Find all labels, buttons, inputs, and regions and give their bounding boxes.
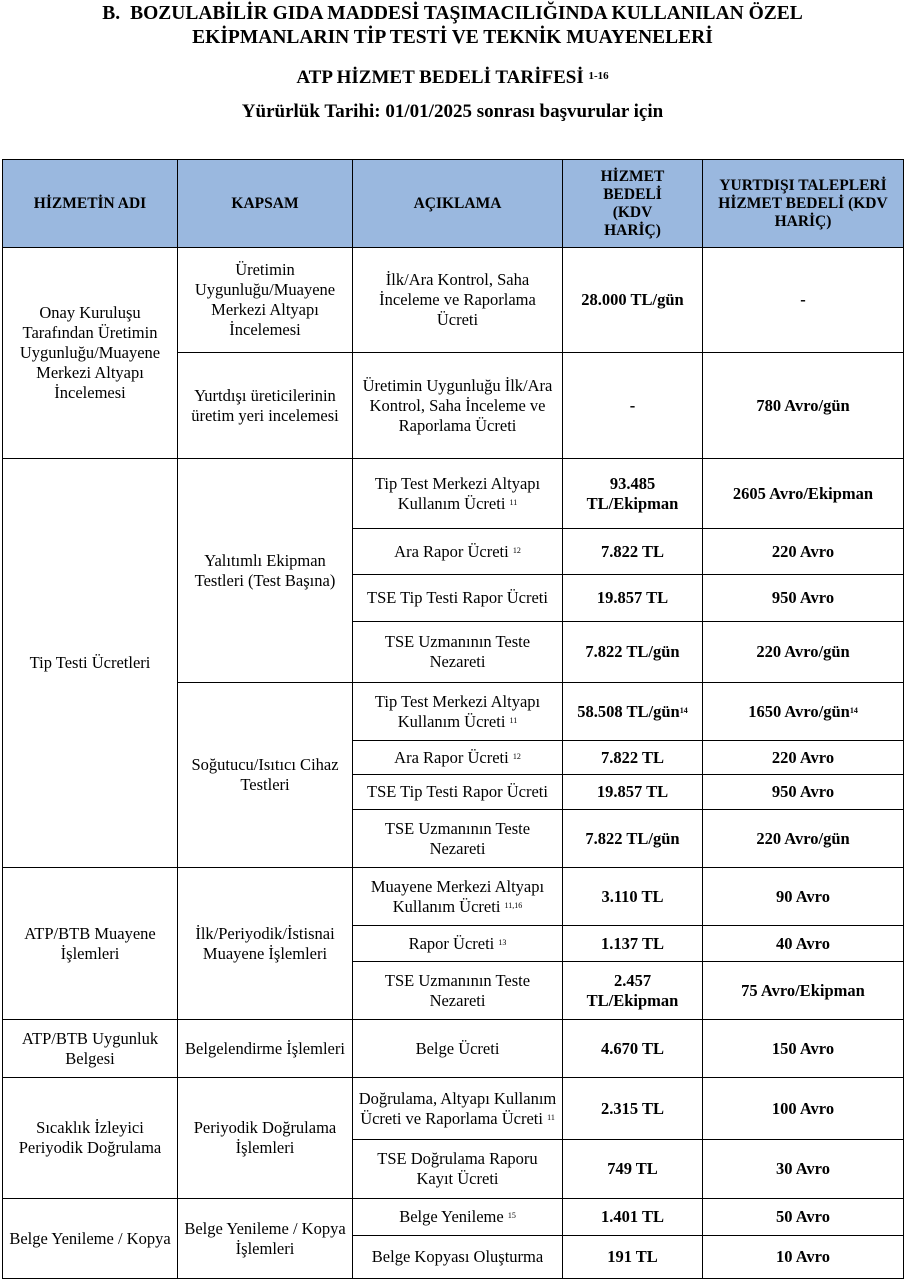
service-name-cell: ATP/BTB Muayene İşlemleri	[3, 868, 178, 1020]
fee-cell: 19.857 TL	[563, 575, 703, 622]
scope-cell: Belgelendirme İşlemleri	[178, 1020, 353, 1078]
footnote-ref: 12	[512, 545, 521, 555]
foreign-fee-cell: 220 Avro	[703, 529, 904, 575]
description-cell: Belge Ücreti	[353, 1020, 563, 1078]
scope-cell: İlk/Periyodik/İstisnai Muayene İşlemleri	[178, 868, 353, 1020]
fee-cell: 4.670 TL	[563, 1020, 703, 1078]
foreign-fee-cell: 90 Avro	[703, 868, 904, 926]
scope-cell: Periyodik Doğrulama İşlemleri	[178, 1078, 353, 1199]
tariff-title	[0, 66, 905, 90]
tariff-footnote: 1-16	[588, 70, 609, 82]
service-name-cell: Sıcaklık İzleyici Periyodik Doğrulama	[3, 1078, 178, 1199]
table-row	[3, 1078, 904, 1140]
foreign-fee-cell: 780 Avro/gün	[703, 353, 904, 459]
description-cell: TSE Tip Testi Rapor Ücreti	[353, 575, 563, 622]
header-fee: HİZMET BEDELİ (KDV HARİÇ)	[563, 160, 703, 248]
header-scope: KAPSAM	[178, 160, 353, 248]
footnote-ref: 13	[498, 937, 507, 947]
description-cell: Tip Test Merkezi Altyapı Kullanım Ücreti $^{11}$	[353, 683, 563, 741]
footnote-ref: 15	[507, 1211, 516, 1220]
description-cell: Rapor Ücreti $^{13}$	[353, 926, 563, 962]
scope-cell: Yurtdışı üreticilerinin üretim yeri incelemesi	[178, 353, 353, 459]
description-cell: Ara Rapor Ücreti $^{12}$	[353, 741, 563, 775]
table-header-row	[3, 160, 904, 248]
fee-cell: 7.822 TL/gün	[563, 622, 703, 683]
fee-cell: 2.457 TL/Ekipman	[563, 962, 703, 1020]
foreign-fee-cell: 1650 Avro/gün$^{14}$	[703, 683, 904, 741]
foreign-fee-cell: 40 Avro	[703, 926, 904, 962]
footnote-ref: 11	[509, 715, 518, 725]
foreign-fee-cell: 10 Avro	[703, 1236, 904, 1279]
fee-cell: 7.822 TL/gün	[563, 810, 703, 868]
description-cell: TSE Doğrulama Raporu Kayıt Ücreti	[353, 1140, 563, 1199]
fee-cell: 3.110 TL	[563, 868, 703, 926]
description-cell: Belge Yenileme $^{15}$	[353, 1199, 563, 1236]
foreign-fee-cell: 950 Avro	[703, 575, 904, 622]
service-name-cell: ATP/BTB Uygunluk Belgesi	[3, 1020, 178, 1078]
foreign-fee-cell: 950 Avro	[703, 775, 904, 810]
fee-cell: 2.315 TL	[563, 1078, 703, 1140]
document-title	[0, 2, 905, 50]
description-cell: Ara Rapor Ücreti $^{12}$	[353, 529, 563, 575]
scope-cell: Üretimin Uygunluğu/Muayene Merkezi Altyapı İncelemesi	[178, 248, 353, 353]
footnote-ref: 14	[679, 705, 688, 715]
title-line1: BOZULABİLİR GIDA MADDESİ TAŞIMACILIĞINDA KULLANILAN ÖZEL	[130, 3, 803, 24]
fee-cell: 7.822 TL	[563, 741, 703, 775]
description-cell: Muayene Merkezi Altyapı Kullanım Ücreti $^{11,16}$	[353, 868, 563, 926]
fee-cell: 1.401 TL	[563, 1199, 703, 1236]
foreign-fee-cell: 220 Avro/gün	[703, 622, 904, 683]
table-row	[3, 459, 904, 529]
footnote-ref: 11,16	[504, 900, 523, 910]
fee-cell: 7.822 TL	[563, 529, 703, 575]
table-row	[3, 868, 904, 926]
fee-cell: 28.000 TL/gün	[563, 248, 703, 353]
foreign-fee-cell: 50 Avro	[703, 1199, 904, 1236]
description-cell: İlk/Ara Kontrol, Saha İnceleme ve Raporlama Ücreti	[353, 248, 563, 353]
effective-date: Yürürlük Tarihi: 01/01/2025 sonrası başvurular için	[241, 101, 664, 122]
foreign-fee-cell: 220 Avro	[703, 741, 904, 775]
description-cell: TSE Tip Testi Rapor Ücreti	[353, 775, 563, 810]
service-name-cell: Onay Kuruluşu Tarafından Üretimin Uygunluğu/Muayene Merkezi Altyapı İncelemesi	[3, 248, 178, 459]
description-cell: Belge Kopyası Oluşturma	[353, 1236, 563, 1279]
fee-cell: -	[563, 353, 703, 459]
footnote-ref: 11	[509, 497, 518, 507]
description-cell: TSE Uzmanının Teste Nezareti	[353, 962, 563, 1020]
fee-cell: 93.485 TL/Ekipman	[563, 459, 703, 529]
header-service-name: HİZMETİN ADI	[3, 160, 178, 248]
foreign-fee-cell: 75 Avro/Ekipman	[703, 962, 904, 1020]
description-cell: Doğrulama, Altyapı Kullanım Ücreti ve Raporlama Ücreti $^{11}$	[353, 1078, 563, 1140]
description-cell: Tip Test Merkezi Altyapı Kullanım Ücreti $^{11}$	[353, 459, 563, 529]
foreign-fee-cell: 30 Avro	[703, 1140, 904, 1199]
header-foreign-fee: YURTDIŞI TALEPLERİ HİZMET BEDELİ (KDV HARİÇ)	[703, 160, 904, 248]
foreign-fee-cell: 2605 Avro/Ekipman	[703, 459, 904, 529]
service-name-cell: Belge Yenileme / Kopya	[3, 1199, 178, 1279]
table-row	[3, 1020, 904, 1078]
tariff-text: ATP HİZMET BEDELİ TARİFESİ	[296, 67, 584, 88]
fee-cell: 19.857 TL	[563, 775, 703, 810]
foreign-fee-cell: -	[703, 248, 904, 353]
scope-cell: Belge Yenileme / Kopya İşlemleri	[178, 1199, 353, 1279]
foreign-fee-cell: 100 Avro	[703, 1078, 904, 1140]
table-row	[3, 1199, 904, 1236]
scope-cell: Soğutucu/Isıtıcı Cihaz Testleri	[178, 683, 353, 868]
fee-cell: 749 TL	[563, 1140, 703, 1199]
section-letter: B.	[102, 3, 121, 24]
table-row	[3, 248, 904, 353]
scope-cell: Yalıtımlı Ekipman Testleri (Test Başına)	[178, 459, 353, 683]
foreign-fee-cell: 150 Avro	[703, 1020, 904, 1078]
description-cell: TSE Uzmanının Teste Nezareti	[353, 622, 563, 683]
service-name-cell: Tip Testi Ücretleri	[3, 459, 178, 868]
foreign-fee-cell: 220 Avro/gün	[703, 810, 904, 868]
fee-cell: 58.508 TL/gün$^{14}$	[563, 683, 703, 741]
fee-cell: 191 TL	[563, 1236, 703, 1279]
fee-cell: 1.137 TL	[563, 926, 703, 962]
description-cell: TSE Uzmanının Teste Nezareti	[353, 810, 563, 868]
footnote-ref: 11	[547, 1112, 555, 1122]
header-description: AÇIKLAMA	[353, 160, 563, 248]
tariff-table	[2, 159, 904, 1279]
footnote-ref: 12	[512, 751, 521, 761]
title-line2: EKİPMANLARIN TİP TESTİ VE TEKNİK MUAYENELERİ	[192, 27, 713, 48]
description-cell: Üretimin Uygunluğu İlk/Ara Kontrol, Saha İnceleme ve Raporlama Ücreti	[353, 353, 563, 459]
footnote-ref: 14	[849, 705, 858, 715]
